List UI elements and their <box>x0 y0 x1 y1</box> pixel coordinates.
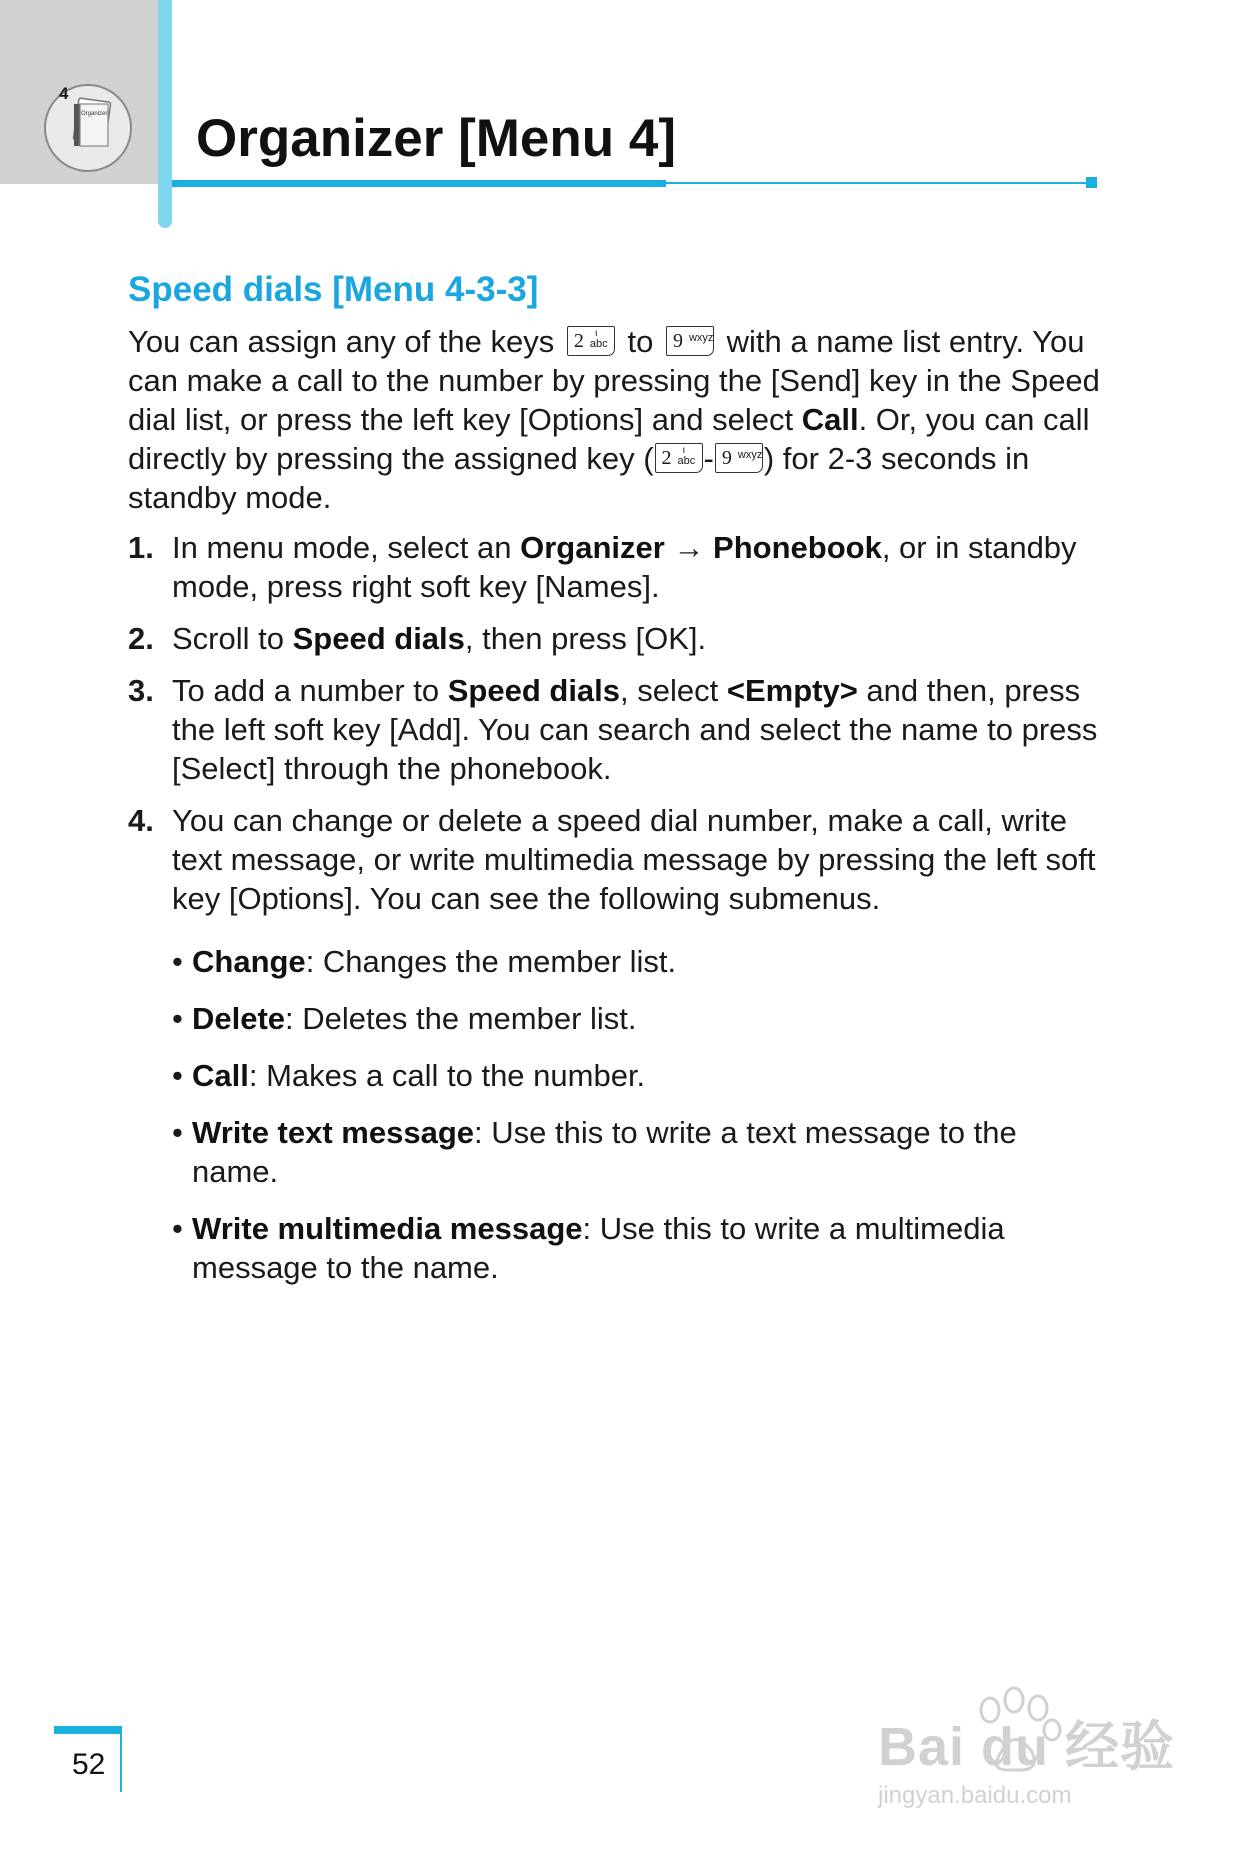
intro-text: . Or, you can call directly by pressing the assigned key ( <box>128 402 1090 476</box>
step-item <box>128 528 1118 606</box>
intro-text: - <box>703 441 714 476</box>
step-item <box>128 619 1118 658</box>
submenu-term: Call <box>192 1058 249 1093</box>
bullet-icon: • <box>172 944 183 979</box>
intro-paragraph <box>128 322 1118 517</box>
bullet-icon: • <box>172 1211 183 1246</box>
intro-bold-call: Call <box>801 402 859 437</box>
chapter-number: 4 <box>59 84 69 103</box>
footer-divider <box>120 1734 122 1792</box>
step-text: You can change or delete a speed dial number, make a call, write text message, or write multimedia message by pressing the left soft key [Options]. You can see the following submenus. <box>172 803 1096 916</box>
submenu-desc: : Deletes the member list. <box>285 1001 637 1036</box>
intro-text: to <box>627 324 654 359</box>
watermark-url: jingyan.baidu.com <box>878 1782 1072 1809</box>
submenu-desc: : Use this to write a text message to the name. <box>192 1115 1017 1189</box>
step-number: 2. <box>128 621 154 656</box>
step-text: To add a number to Speed dials, select <Empty> and then, press the left soft key [Add]. You can search and select the name to press [Select] through the phonebook. <box>172 673 1098 786</box>
bullet-icon: • <box>172 1115 183 1150</box>
intro-text: You can assign any of the keys <box>128 324 555 359</box>
step-number: 4. <box>128 803 154 838</box>
section-title: Speed dials [Menu 4-3-3] <box>128 270 539 309</box>
organizer-emblem-icon <box>44 84 132 172</box>
submenu-term: Delete <box>192 1001 286 1036</box>
key-9-icon: 9 wxyz <box>715 443 763 473</box>
title-rule-end <box>1086 177 1097 188</box>
title-underline <box>172 180 666 187</box>
emblem-label: Organizer <box>81 111 108 117</box>
step-item <box>128 671 1118 788</box>
title-rule <box>666 182 1088 184</box>
key-9-icon: 9 wxyz <box>666 326 714 356</box>
submenu-term: Change <box>192 944 306 979</box>
steps-list <box>128 528 1118 931</box>
key-2-icon: 2 ı abc <box>655 443 703 473</box>
intro-text: with a name list entry. You can make a call to the number by pressing the [Send] key in the Speed dial list, or press the left key [Options] and select <box>128 324 1100 437</box>
watermark-logo: Bai du 经验 <box>878 1717 1176 1777</box>
submenu-term: Write text message <box>192 1115 474 1150</box>
footer-bar <box>54 1726 122 1734</box>
submenu-list <box>172 942 1072 1305</box>
chapter-vertical-bar <box>158 0 172 228</box>
intro-text: ) for 2-3 seconds in standby mode. <box>128 441 1030 515</box>
list-item <box>172 1209 1072 1287</box>
page-title: Organizer [Menu 4] <box>196 109 677 168</box>
baidu-watermark <box>872 1670 1176 1820</box>
step-item <box>128 801 1118 918</box>
list-item <box>172 1056 1072 1095</box>
step-number: 3. <box>128 673 154 708</box>
step-text: In menu mode, select an Organizer → Phonebook, or in standby mode, press right soft key [Names]. <box>172 530 1077 604</box>
list-item <box>172 1113 1072 1191</box>
list-item <box>172 942 1072 981</box>
step-number: 1. <box>128 530 154 565</box>
submenu-desc: : Use this to write a multimedia message to the name. <box>192 1211 1005 1285</box>
submenu-desc: : Makes a call to the number. <box>248 1058 646 1093</box>
page-number: 52 <box>72 1748 106 1781</box>
submenu-desc: : Changes the member list. <box>305 944 677 979</box>
bullet-icon: • <box>172 1001 183 1036</box>
bullet-icon: • <box>172 1058 183 1093</box>
step-text: Scroll to Speed dials, then press [OK]. <box>172 621 707 656</box>
submenu-term: Write multimedia message <box>192 1211 583 1246</box>
list-item <box>172 999 1072 1038</box>
key-2-icon: 2 ı abc <box>567 326 615 356</box>
